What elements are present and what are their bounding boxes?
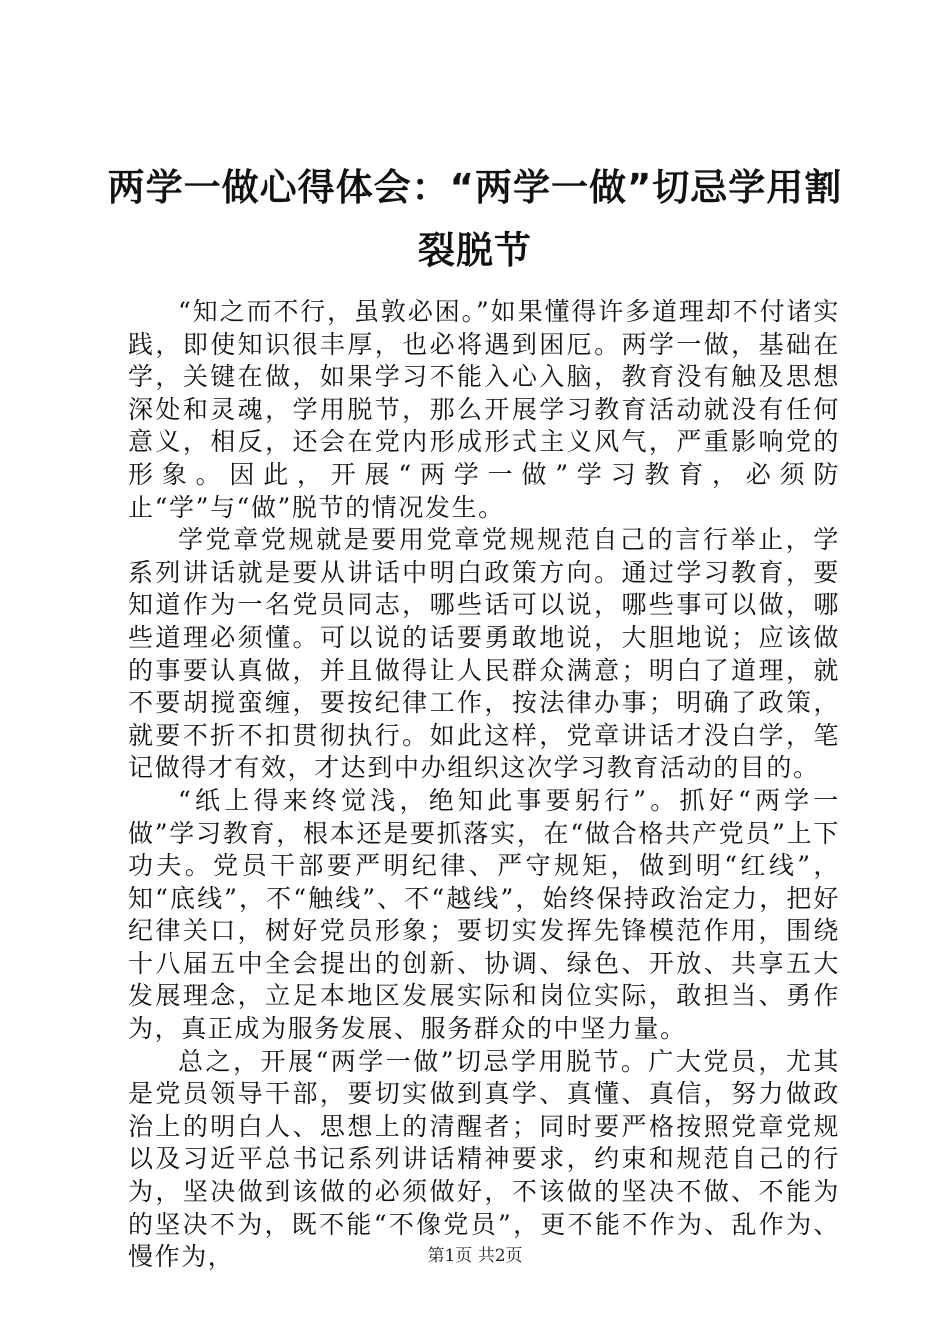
paragraph-3: “纸上得来终觉浅，绝知此事要躬行”。抓好“两学一做”学习教育，根本还是要抓落实，在“做合格共产党员”上下功夫。党员干部要严明纪律、严守规矩，做到明“红线”，知“底线”，不“触线”、不“越线”，始终保持政治定力，把好纪律关口，树好党员形象；要切实发挥先锋模范作用，围绕十八届五中全会提出的创新、协调、绿色、开放、共享五大发展理念，立足本地区发展实际和岗位实际，敢担当、勇作为，真正成为服务发展、服务群众的中坚力量。 <box>128 785 840 1044</box>
document-title: 两学一做心得体会：“两学一做”切忌学用割裂脱节 <box>107 166 843 272</box>
paragraph-2: 学党章党规就是要用党章党规规范自己的言行举止，学系列讲话就是要从讲话中明白政策方向。通过学习教育，要知道作为一名党员同志，哪些话可以说，哪些事可以做，哪些道理必须懂。可以说的话要勇敢地说，大胆地说；应该做的事要认真做，并且做得让人民群众满意；明白了道理，就不要胡搅蛮缠，要按纪律工作，按法律办事；明确了政策，就要不折不扣贯彻执行。如此这样，党章讲话才没白学，笔记做得才有效，才达到中办组织这次学习教育活动的目的。 <box>128 525 840 783</box>
paragraph-1: “知之而不行，虽敦必困。”如果懂得许多道理却不付诸实践，即使知识很丰厚，也必将遇到困厄。两学一做，基础在学，关键在做，如果学习不能入心入脑，教育没有触及思想深处和灵魂，学用脱节，那么开展学习教育活动就没有任何意义，相反，还会在党内形成形式主义风气，严重影响党的形象。因此，开展“两学一做”学习教育，必须防止“学”与“做”脱节的情况发生。 <box>128 297 840 522</box>
paragraph-4: 总之，开展“两学一做”切忌学用脱节。广大党员，尤其是党员领导干部，要切实做到真学、真懂、真信，努力做政治上的明白人、思想上的清醒者；同时要严格按照党章党规以及习近平总书记系列讲话精神要求，约束和规范自己的行为，坚决做到该做的必须做好，不该做的坚决不做、不能为的坚决不为，既不能“不像党员”，更不能不作为、乱作为、慢作为， <box>128 1046 840 1272</box>
page-number-footer: 第1页 共2页 <box>427 1246 523 1266</box>
document-body <box>128 296 840 1274</box>
